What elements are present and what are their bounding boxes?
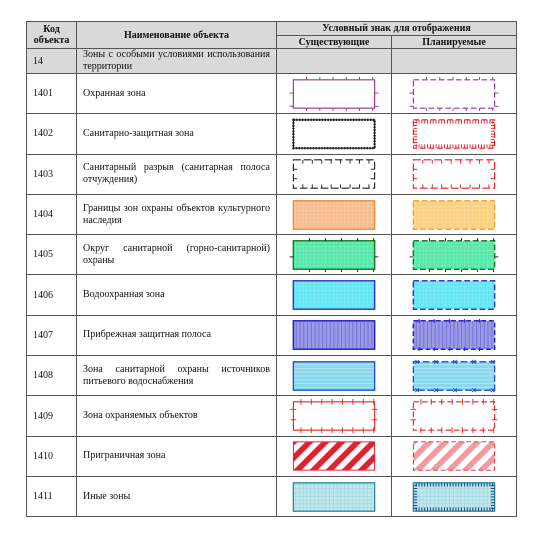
symbol-planned-cell [392, 275, 517, 315]
symbol-existing-1402 [289, 117, 379, 151]
symbol-existing-cell [277, 396, 392, 436]
symbol-planned-cell [392, 356, 517, 396]
legend-table [26, 21, 517, 517]
symbol-planned-1405 [409, 238, 499, 272]
group-existing-cell [277, 49, 392, 74]
zone-code: 1401 [27, 74, 77, 114]
symbol-existing-1407 [289, 318, 379, 352]
zone-name: Округ санитарной (горно-санитарной) охраны [77, 235, 277, 275]
symbol-existing-1404 [289, 198, 379, 232]
zone-row [27, 235, 517, 275]
symbol-planned-cell [392, 396, 517, 436]
zone-code: 1407 [27, 315, 77, 355]
zone-name: Зона охраняемых объектов [77, 396, 277, 436]
symbol-existing-1410 [289, 439, 379, 473]
zone-row [27, 436, 517, 476]
symbol-planned-1409 [409, 399, 499, 433]
zone-row [27, 275, 517, 315]
group-row [27, 49, 517, 74]
symbol-existing-cell [277, 114, 392, 154]
zone-row [27, 74, 517, 114]
symbol-existing-cell [277, 194, 392, 234]
zone-rows [27, 74, 517, 517]
header-code: Код объекта [27, 22, 77, 49]
zone-row [27, 476, 517, 516]
symbol-planned-1406 [409, 278, 499, 312]
symbol-planned-1404 [409, 198, 499, 232]
symbol-existing-1408 [289, 359, 379, 393]
zone-row [27, 194, 517, 234]
zone-code: 1405 [27, 235, 77, 275]
symbol-planned-1408 [409, 359, 499, 393]
group-name: Зоны с особыми условиями использования территории [77, 49, 277, 74]
zone-name: Санитарный разрыв (санитарная полоса отчуждения) [77, 154, 277, 194]
symbol-planned-1407 [409, 318, 499, 352]
zone-code: 1404 [27, 194, 77, 234]
symbol-planned-cell [392, 476, 517, 516]
symbol-existing-1411 [289, 480, 379, 514]
zone-name: Иные зоны [77, 476, 277, 516]
symbol-existing-cell [277, 74, 392, 114]
symbol-planned-1402 [409, 117, 499, 151]
header-symbol: Условный знак для отображения [277, 22, 517, 36]
header-name: Наименование объекта [77, 22, 277, 49]
zone-code: 1402 [27, 114, 77, 154]
header-existing: Существующие [277, 36, 392, 49]
symbol-existing-1409 [289, 399, 379, 433]
zone-code: 1406 [27, 275, 77, 315]
group-planned-cell [392, 49, 517, 74]
symbol-planned-cell [392, 194, 517, 234]
zone-name: Границы зон охраны объектов культурного наследия [77, 194, 277, 234]
zone-code: 1409 [27, 396, 77, 436]
symbol-existing-cell [277, 235, 392, 275]
zone-row [27, 356, 517, 396]
symbol-existing-cell [277, 154, 392, 194]
header-planned: Планируемые [392, 36, 517, 49]
symbol-existing-cell [277, 275, 392, 315]
zone-name: Приграничная зона [77, 436, 277, 476]
symbol-existing-cell [277, 436, 392, 476]
zone-row [27, 154, 517, 194]
symbol-existing-cell [277, 356, 392, 396]
zone-name: Прибрежная защитная полоса [77, 315, 277, 355]
zone-row [27, 396, 517, 436]
zone-name: Водоохранная зона [77, 275, 277, 315]
symbol-existing-1403 [289, 157, 379, 191]
zone-row [27, 114, 517, 154]
zone-row [27, 315, 517, 355]
zone-code: 1411 [27, 476, 77, 516]
symbol-planned-cell [392, 154, 517, 194]
symbol-planned-1401 [409, 77, 499, 111]
symbol-planned-1411 [409, 480, 499, 514]
symbol-existing-1401 [289, 77, 379, 111]
symbol-existing-1405 [289, 238, 379, 272]
symbol-planned-cell [392, 436, 517, 476]
zone-code: 1403 [27, 154, 77, 194]
zone-code: 1408 [27, 356, 77, 396]
symbol-planned-1410 [409, 439, 499, 473]
zone-name: Зона санитарной охраны источников питьевого водоснабжения [77, 356, 277, 396]
symbol-planned-1403 [409, 157, 499, 191]
symbol-planned-cell [392, 74, 517, 114]
symbol-planned-cell [392, 114, 517, 154]
group-code: 14 [27, 49, 77, 74]
zone-code: 1410 [27, 436, 77, 476]
symbol-planned-cell [392, 315, 517, 355]
zone-name: Охранная зона [77, 74, 277, 114]
symbol-existing-cell [277, 476, 392, 516]
symbol-existing-1406 [289, 278, 379, 312]
zone-name: Санитарно-защитная зона [77, 114, 277, 154]
symbol-planned-cell [392, 235, 517, 275]
symbol-existing-cell [277, 315, 392, 355]
